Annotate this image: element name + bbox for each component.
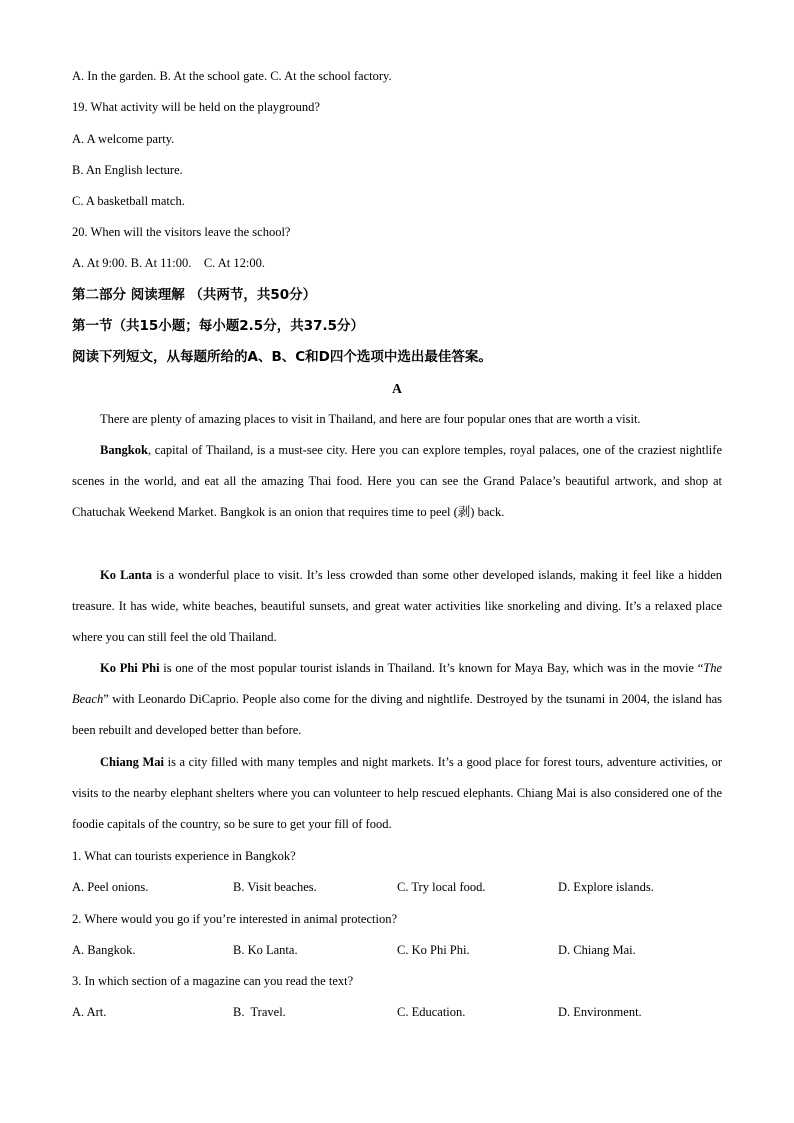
q19-option-a: A. A welcome party. xyxy=(72,132,175,146)
instruction: 阅读下列短文，从每题所给的A、B、C和D四个选项中选出最佳答案。 xyxy=(72,349,492,365)
q2-option-d: D. Chiang Mai. xyxy=(558,943,636,957)
place-name: Bangkok xyxy=(100,443,148,457)
q1-question: 1. What can tourists experience in Bangkok? xyxy=(72,849,296,863)
place-name: Ko Phi Phi xyxy=(100,661,160,675)
q3-option-d: D. Environment. xyxy=(558,1005,642,1019)
place-text: is one of the most popular tourist islands in Thailand. It’s known for Maya Bay, which was in the movie “ xyxy=(159,661,704,675)
q20-question: 20. When will the visitors leave the school? xyxy=(72,225,291,239)
q18-options: A. In the garden. B. At the school gate. C. At the school factory. xyxy=(72,69,392,83)
q19-option-b: B. An English lecture. xyxy=(72,163,183,177)
q2-option-b: B. Ko Lanta. xyxy=(233,943,298,957)
q1-option-a: A. Peel onions. xyxy=(72,880,149,894)
passage-chiang-mai xyxy=(72,747,722,841)
part-title: 第二部分 阅读理解 （共两节，共50分） xyxy=(72,287,317,303)
passage-ko-phi-phi xyxy=(72,653,722,747)
q2-question: 2. Where would you go if you’re interested in animal protection? xyxy=(72,912,398,926)
q19-option-c: C. A basketball match. xyxy=(72,194,185,208)
q1-option-c: C. Try local food. xyxy=(397,880,486,894)
q1-option-d: D. Explore islands. xyxy=(558,880,654,894)
q3-option-b: B. Travel. xyxy=(233,1005,286,1019)
passage-intro: There are plenty of amazing places to visit in Thailand, and here are four popular ones that are worth a visit. xyxy=(100,412,641,426)
place-text: is a city filled with many temples and night markets. It’s a good place for forest tours, adventure activities, or visits to the nearby elephant shelters where you can volunteer to help rescued elephants. Chiang Mai is also considered one of the foodie capitals of the country, so be sure to get your fill of food. xyxy=(72,755,722,832)
q3-question: 3. In which section of a magazine can you read the text? xyxy=(72,974,354,988)
q19-question: 19. What activity will be held on the playground? xyxy=(72,100,320,114)
place-text: , capital of Thailand, is a must-see city. Here you can explore temples, royal palaces, one of the craziest nightlife scenes in the world, and eat all the amazing Thai food. Here you can see the Grand Palace’s beautiful artwork, and shop at Chatuchak Weekend Market. Bangkok is an onion that requires time to peel (剥) back. xyxy=(72,443,722,520)
passage-label: A xyxy=(392,381,402,396)
q3-option-c: C. Education. xyxy=(397,1005,466,1019)
q1-option-b: B. Visit beaches. xyxy=(233,880,317,894)
q2-option-a: A. Bangkok. xyxy=(72,943,136,957)
place-name: Chiang Mai xyxy=(100,755,165,769)
q2-option-c: C. Ko Phi Phi. xyxy=(397,943,470,957)
movie-title: The Beach xyxy=(72,661,723,707)
passage-ko-lanta xyxy=(72,560,722,654)
place-text: ” with Leonardo DiCaprio. People also come for the diving and nightlife. Destroyed by the tsunami in 2004, the island has been rebuilt and developed better than before. xyxy=(72,692,722,738)
q3-option-a: A. Art. xyxy=(72,1005,107,1019)
q20-options: A. At 9:00. B. At 11:00. C. At 12:00. xyxy=(72,256,265,270)
place-name: Ko Lanta xyxy=(100,568,153,582)
place-text: is a wonderful place to visit. It’s less crowded than some other developed islands, making it feel like a hidden treasure. It has wide, white beaches, beautiful sunsets, and great water activities like snorkeling and diving. It’s a relaxed place where you can still feel the old Thailand. xyxy=(72,568,722,645)
passage-bangkok xyxy=(72,435,722,529)
section-title: 第一节（共15小题；每小题2.5分，共37.5分） xyxy=(72,318,365,334)
